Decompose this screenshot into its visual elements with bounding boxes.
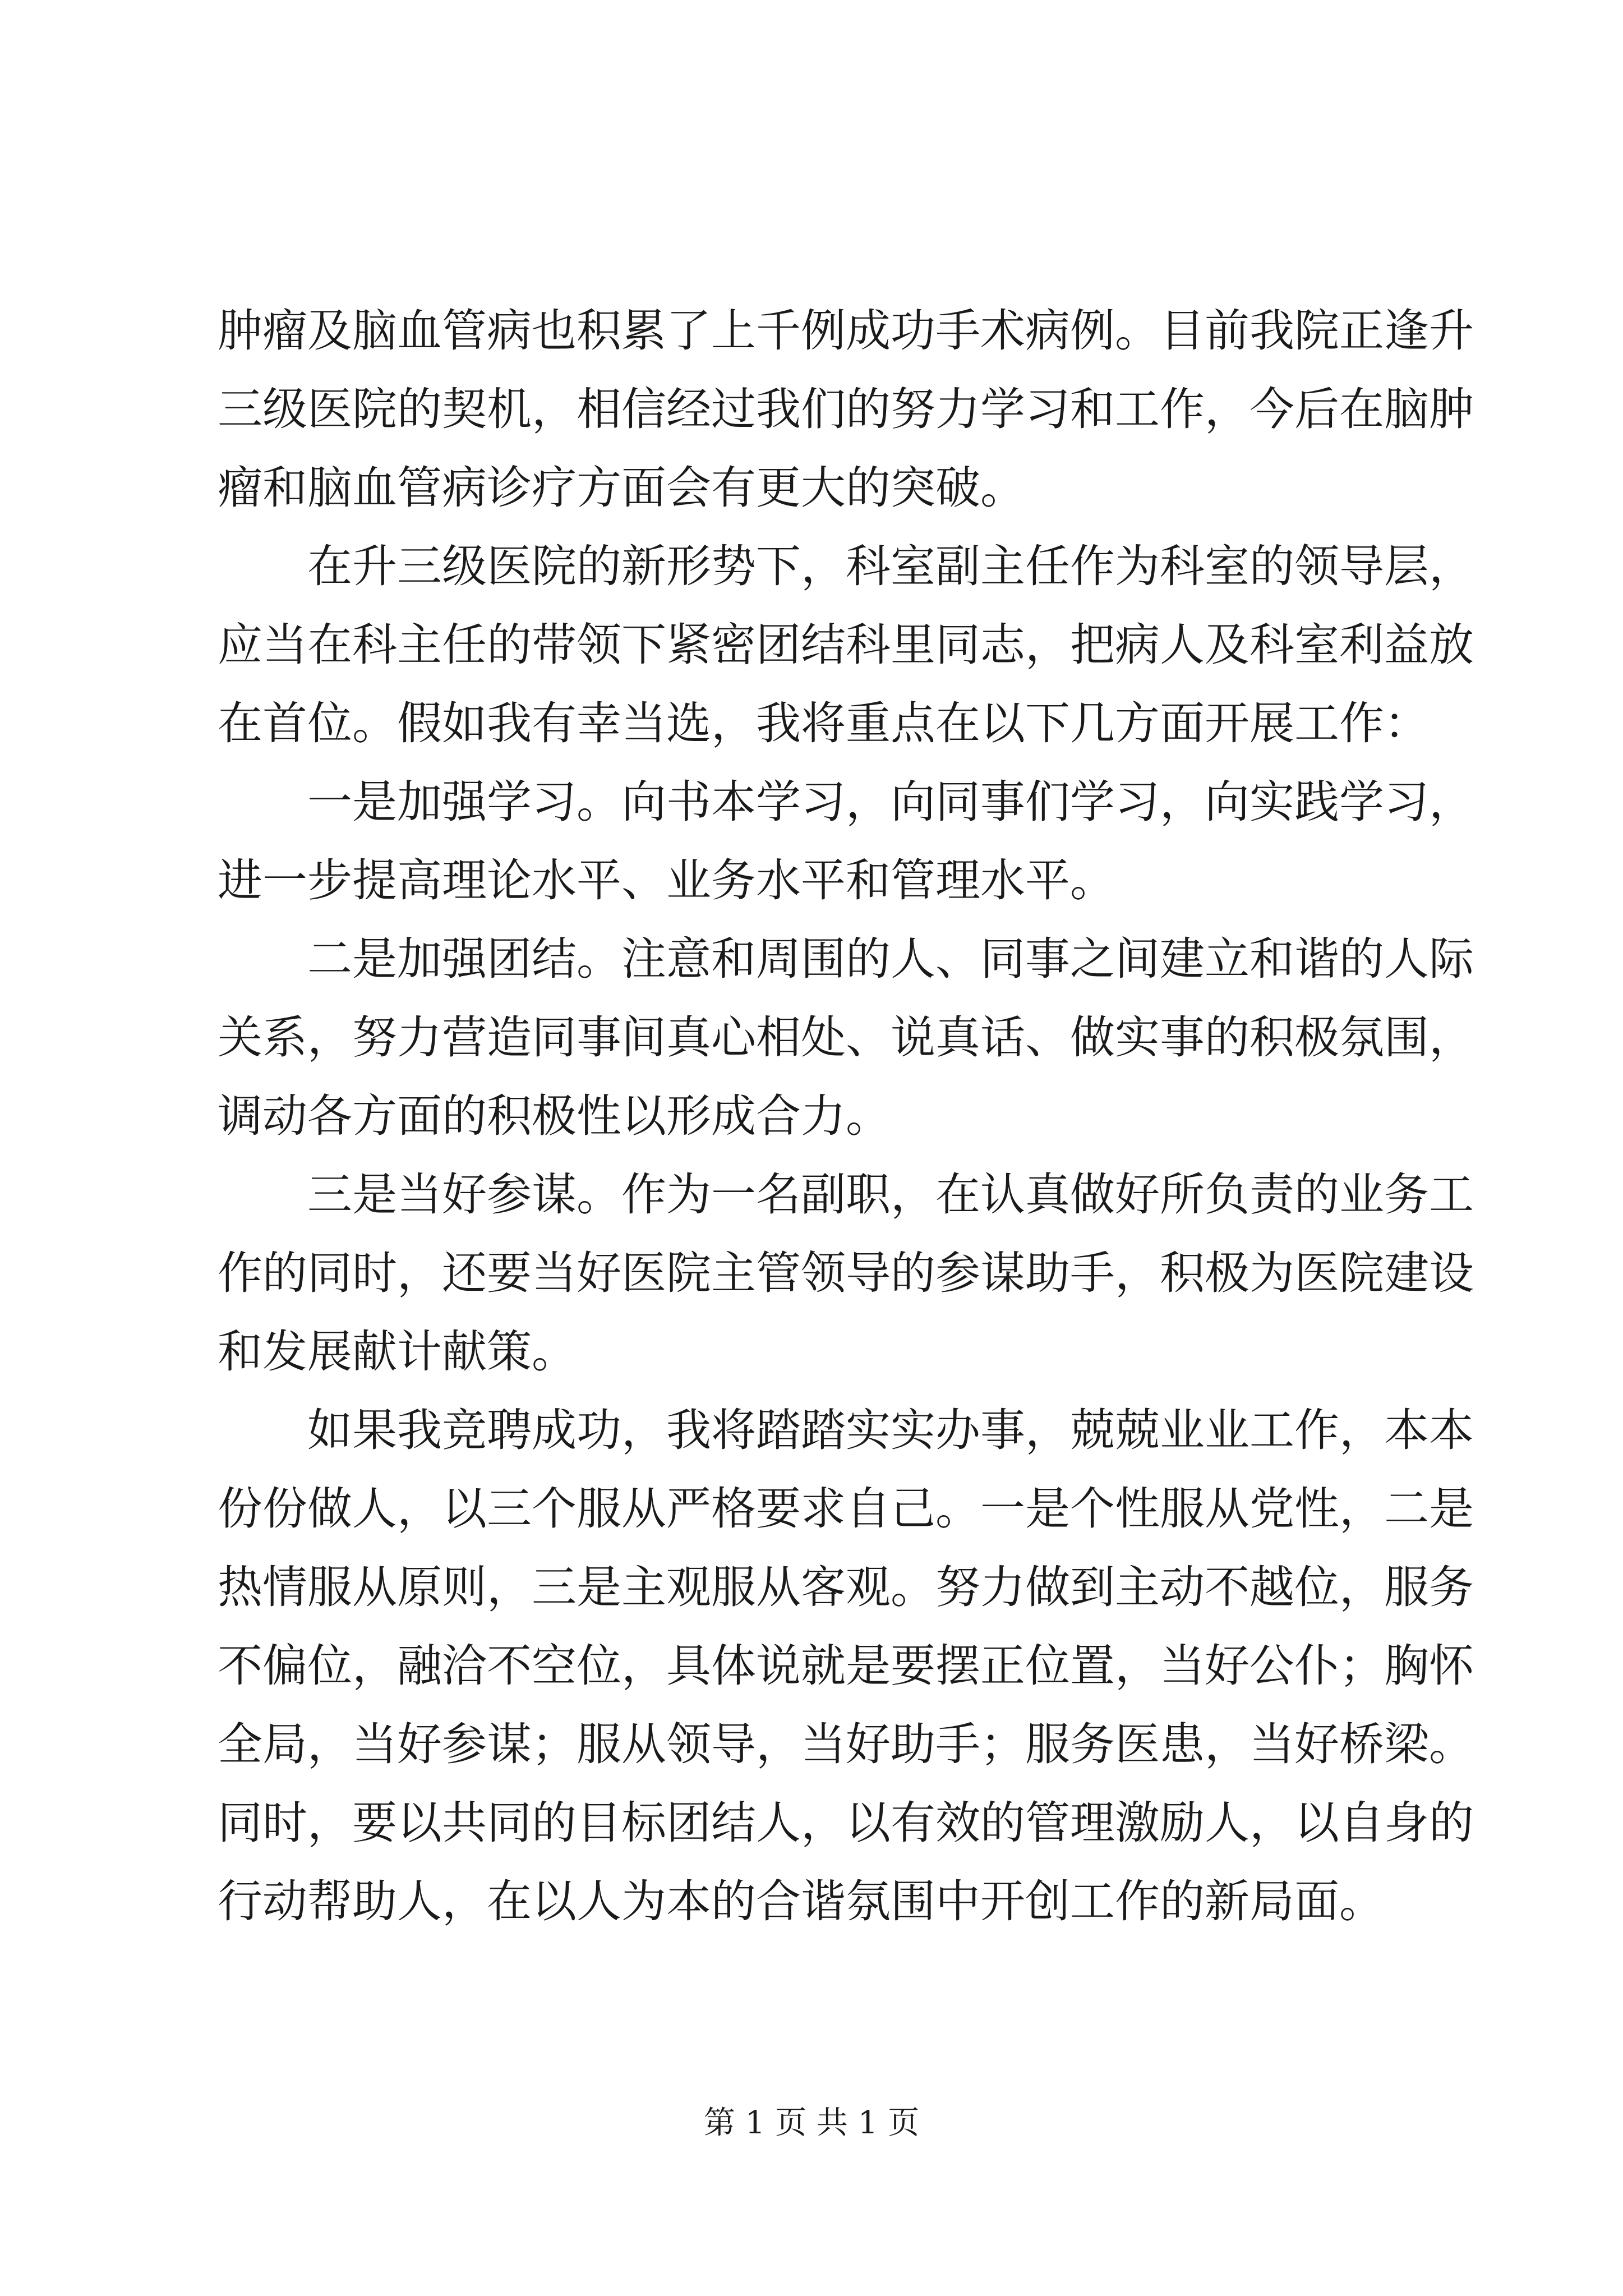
- text-line: 份份做人，以三个服从严格要求自己。一是个性服从党性，二是: [218, 1483, 1474, 1535]
- text-line: 进一步提高理论水平、业务水平和管理水平。: [218, 854, 1115, 907]
- text-line: 如果我竞聘成功，我将踏踏实实办事，兢兢业业工作，本本: [307, 1404, 1474, 1456]
- text-line: 行动帮助人，在以人为本的合谐氛围中开创工作的新局面。: [218, 1875, 1384, 1927]
- text-line: 瘤和脑血管病诊疗方面会有更大的突破。: [218, 462, 1025, 514]
- text-line: 二是加强团结。注意和周围的人、同事之间建立和谐的人际: [307, 933, 1474, 985]
- text-line: 应当在科主任的带领下紧密团结科里同志，把病人及科室利益放: [218, 619, 1474, 671]
- text-line: 关系，努力营造同事间真心相处、说真话、做实事的积极氛围，: [218, 1011, 1474, 1064]
- text-line: 热情服从原则，三是主观服从客观。努力做到主动不越位，服务: [218, 1561, 1474, 1613]
- text-line: 在升三级医院的新形势下，科室副主任作为科室的领导层，: [307, 540, 1474, 592]
- text-line: 全局，当好参谋；服从领导，当好助手；服务医患，当好桥梁。: [218, 1718, 1474, 1770]
- text-line: 作的同时，还要当好医院主管领导的参谋助手，积极为医院建设: [218, 1247, 1474, 1299]
- page-footer: 第 1 页 共 1 页: [703, 2105, 920, 2141]
- text-line: 和发展献计献策。: [218, 1326, 577, 1378]
- text-line: 肿瘤及脑血管病也积累了上千例成功手术病例。目前我院正逢升: [218, 305, 1474, 357]
- text-line: 三级医院的契机，相信经过我们的努力学习和工作，今后在脑肿: [218, 383, 1474, 435]
- text-line: 三是当好参谋。作为一名副职，在认真做好所负责的业务工: [307, 1168, 1474, 1221]
- text-line: 不偏位，融洽不空位，具体说就是要摆正位置，当好公仆；胸怀: [218, 1640, 1474, 1692]
- text-line: 在首位。假如我有幸当选，我将重点在以下几方面开展工作：: [218, 697, 1429, 749]
- text-line: 同时，要以共同的目标团结人，以有效的管理激励人，以自身的: [218, 1797, 1474, 1849]
- text-line: 一是加强学习。向书本学习，向同事们学习，向实践学习，: [307, 776, 1474, 828]
- text-line: 调动各方面的积极性以形成合力。: [218, 1090, 891, 1142]
- document-body: [218, 292, 1474, 1941]
